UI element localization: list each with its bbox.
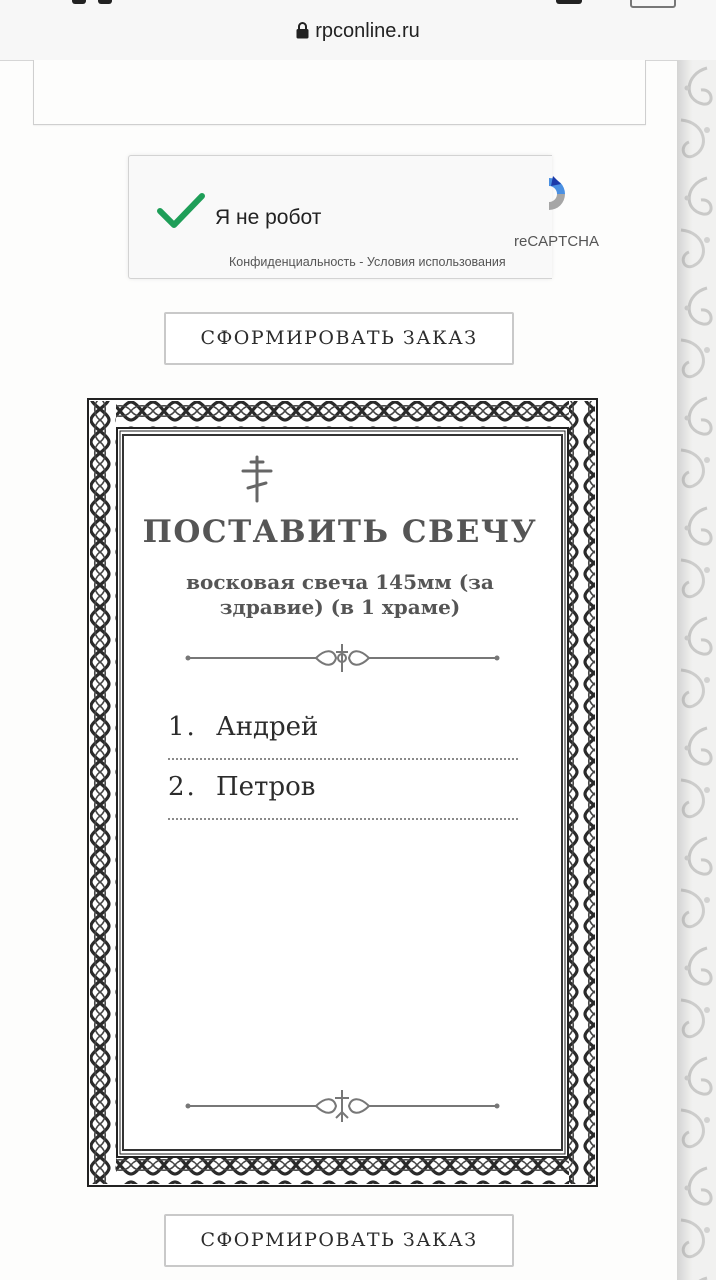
links-separator: - bbox=[355, 255, 367, 269]
recaptcha-label: Я не робот bbox=[215, 206, 322, 229]
page-background-ornament bbox=[677, 60, 716, 1280]
checkmark-icon[interactable] bbox=[157, 192, 205, 230]
url-text: rpconline.ru bbox=[315, 20, 420, 42]
battery-icon bbox=[630, 0, 676, 8]
name-number: 2. bbox=[168, 772, 197, 802]
recaptcha-links bbox=[229, 255, 506, 269]
terms-link[interactable]: Условия использования bbox=[366, 255, 506, 269]
status-bar-fragment bbox=[72, 0, 86, 4]
recaptcha-brand: reCAPTCHA bbox=[514, 233, 600, 250]
note-title: ПОСТАВИТЬ СВЕЧУ bbox=[142, 514, 538, 550]
divider-ornament-icon bbox=[186, 640, 499, 676]
orthodox-cross-icon bbox=[240, 456, 274, 502]
name-entry-row bbox=[168, 772, 518, 820]
url-field[interactable] bbox=[0, 20, 716, 43]
status-bar-fragment bbox=[98, 0, 112, 4]
comment-textarea[interactable] bbox=[33, 60, 646, 125]
lock-icon bbox=[296, 22, 309, 39]
note-subtitle: восковая свеча 145мм (за здравие) (в 1 храме) bbox=[186, 570, 494, 619]
name-entry-row bbox=[168, 712, 518, 760]
recaptcha-logo-icon bbox=[531, 174, 567, 224]
name-text: Андрей bbox=[216, 712, 319, 742]
divider-ornament-icon bbox=[186, 1088, 499, 1124]
name-number: 1. bbox=[168, 712, 197, 742]
create-order-button[interactable]: СФОРМИРОВАТЬ ЗАКАЗ bbox=[164, 1214, 514, 1267]
signal-icon bbox=[556, 0, 582, 4]
name-text: Петров bbox=[216, 772, 316, 802]
browser-address-bar bbox=[0, 0, 716, 61]
create-order-button[interactable]: СФОРМИРОВАТЬ ЗАКАЗ bbox=[164, 312, 514, 365]
privacy-link[interactable]: Конфиденциальность bbox=[229, 255, 356, 269]
recaptcha-widget bbox=[128, 155, 600, 279]
